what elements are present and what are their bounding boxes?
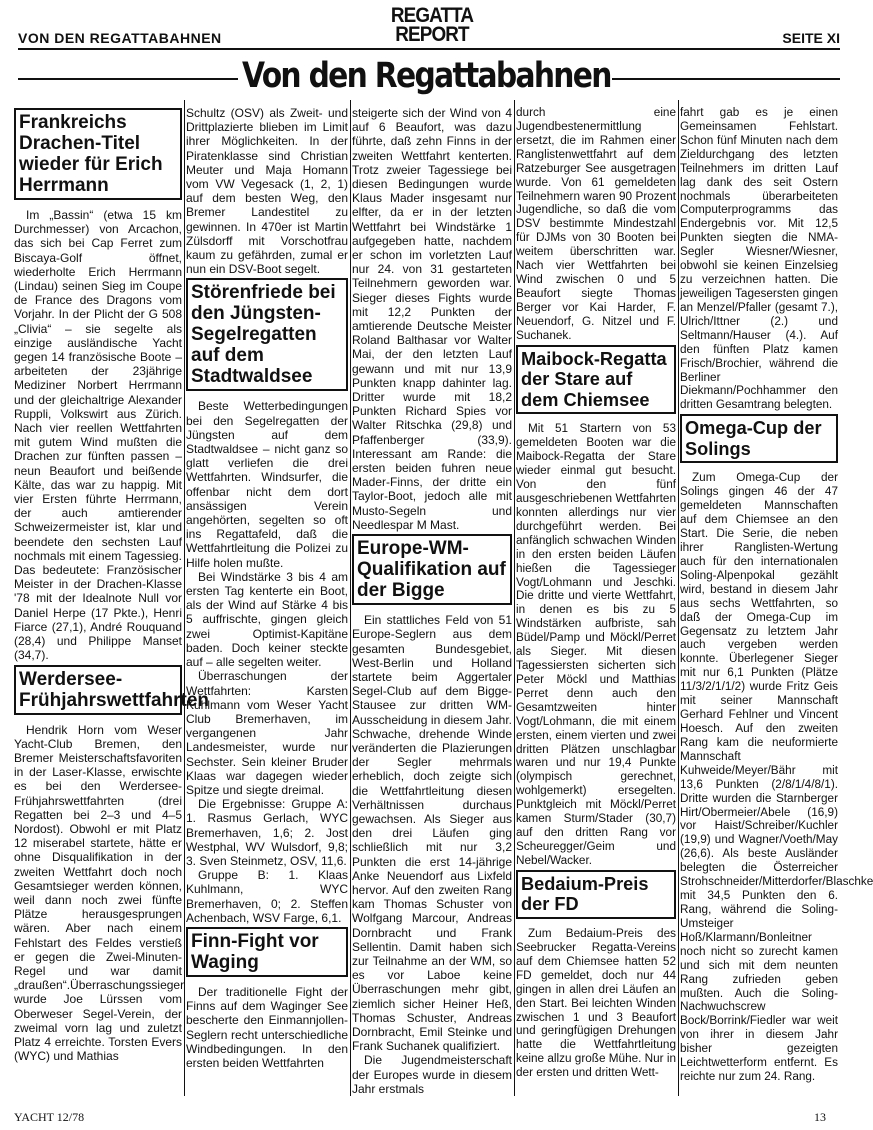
column-2: [186, 106, 348, 1096]
column-divider: [350, 100, 351, 1096]
article-paragraph: Schultz (OSV) als Zweit- und Drittplazierte blieben im Limit ihrer Möglichkeiten. In der Piratenklasse sind Christian Meuter und Maja Homann vom VW Vegesack (1, 2, 1) auf dem besten Weg, den Bremer Landestitel zu gewinnen. In 470er ist Martin Zülsdorff mit Vorschotfrau kaum zu gefährden, zumal er nun ein DSV-Boot segelt.: [186, 106, 348, 277]
column-divider: [678, 100, 679, 1096]
page-title: Von den Regattabahnen: [242, 56, 611, 96]
article-heading: Finn-Fight vor Waging: [191, 930, 319, 973]
column-divider: [514, 100, 515, 1096]
regatta-report-logo: [385, 6, 479, 44]
article-heading-box: [516, 870, 676, 919]
article-paragraph: Zum Omega-Cup der Solings gingen 46 der 47 gemeldeten Mannschaften auf dem Chiemsee an den Start. Die Serie, die neben ihrer Ranglisten-Wertung auch für den internationalen Soling-Alpenpokal gezählt wird, bestand in diesem Jahr aus sechs Wettfahrten, so daß der Omega-Cup im Gegensatz zu letztem Jahr auch vergeben werden konnte. Überlegener Sieger mit nur 6,1 Punkten (Plätze 11/3/2/1/1/2) wurde Fritz Geis mit seiner Mannschaft Gerhard Fehlner und Vincent Hoesch. Auf den zweiten Rang kam die neuformierte Mannschaft Kuhweide/Meyer/Bähr mit 13,6 Punkten (2/8/1/4/8/1). Dritte wurden die Starnberger Hirt/Obermeier/Abele (16,9) vor Haist/Schreiber/Kuchler (19,9) und Wagner/Voeth/May (26,6). Als beste Ausländer belegten die Österreicher Strohschneider/Mitterdorfer/Blaschke mit 34,5 Punkten den 6. Rang, während die Soling-Umsteiger Hoß/Klarmann/Bonleitner noch nicht so zurecht kamen und sich mit dem neunten Rang zufrieden geben mußten. Auch die Soling-Nachwuchscrew Bock/Borrink/Fiedler war weit von ihrer in diesem Jahr bisher gezeigten Leichtwetterform entfernt. Es reichte nur zum 24. Rang.: [680, 471, 873, 1084]
article-heading: Frankreichs Drachen-Titel wieder für Erich Herrmann: [19, 112, 163, 196]
article-heading-box: [186, 927, 348, 977]
article-heading-box: [186, 278, 348, 391]
article-paragraph: Beste Wetterbedingungen bei den Segelregatten der Jüngsten auf dem Stadtwaldsee – nicht ganz so glatt verliefen die drei Wettfahrten. Windsurfer, die offenbar nicht dem dort ansässigen Verein angehörten, segelten so oft ins Regattafeld, daß die Wettfahrtleitung die Polizei zu Hilfe holen mußte.: [186, 399, 348, 570]
article-paragraph: Im „Bassin“ (etwa 15 km Durchmesser) von Arcachon, das sich bei Cap Ferret zum Biscaya-Golf öffnet, wiederholte Erich Herrmann (Lindau) seinen Sieg im Coupe de France des Dragons vom Vorjahr. In der Plicht der G 508 „Clivia“ – sie segelte als einzige ausländische Yacht gegen 14 französische Boote – arbeiteten der 23jährige Mediziner Norbert Herrmann und der gleichaltrige Alexander Ruppli, Volkswirt aus Zürich. Nach vier reellen Wettfahrten mit gutem Wind mußten die Drachen zur fünften passen – neun Beaufort und beißende Kälte, das war zu happig. Mit vier Ersten führte Herrmann, der auch amtierender Schweizermeister ist, klar und beendete den sechsten Lauf nochmals mit einem Tagessieg. Das bedeutete: Französischer Meister in der Drachen-Klasse '78 mit der Idealnote Null vor Daniel Herpe (17 Pkte.), Henri Fiarce (27,1), André Rouquand (28,4) und Philippe Manset (34,7).: [14, 208, 182, 663]
header-rule: [18, 48, 840, 50]
article-paragraph: fahrt gab es je einen Gemeinsamen Fehlstart. Schon fünf Minuten nach dem Zieldurchgang des letzten Teilnehmers im dritten Lauf lag dank des seit Ostern nochmals überarbeiteten Computerprogramms das Endergebnis vor. Mit 12,5 Punkten siegten die NMA-Segler Wiesner/Wiesner, obwohl sie keinen Einzelsieg zu verzeichnen hatten. Die jeweiligen Tagesersten gingen an Menzel/Pfaller (gesamt 7.), Ulrich/Ittner (2.) und Seltmann/Hauser (4.). Auf den fünften Platz kamen Frisch/Brochier, während die Berliner Diekmann/Pochhammer den dritten Gesamtrang belegten.: [680, 106, 838, 412]
section-header: VON DEN REGATTABAHNEN: [18, 30, 222, 46]
article-heading: Omega-Cup der Solings: [685, 418, 822, 459]
article-paragraph: Die Ergebnisse: Gruppe A: 1. Rasmus Gerlach, WYC Bremerhaven, 1,6; 2. Jost Westphal, WV Wulsdorf, 9,8; 3. Sven Steinmetz, OSV, 11,6.: [186, 797, 348, 868]
column-divider: [184, 100, 185, 1096]
article-heading: Werdersee-Frühjahrswettfahrten: [19, 668, 210, 711]
article-heading-box: [516, 345, 676, 415]
publication-footer: YACHT 12/78: [14, 1110, 85, 1124]
column-5: [680, 106, 873, 1096]
article-paragraph: Zum Bedaium-Preis des Seebrucker Regatta-Vereins auf dem Chiemsee hatten 52 FD gemeldet, doch nur 44 gingen in allen drei Läufen an den Start. Bei leichten Winden zwischen 1 und 3 Beaufort und geringfügigen Drehungen hatte die Wettfahrtleitung keine allzu große Mühe. Nur in der ersten und dritten Wett-: [516, 926, 677, 1080]
article-paragraph: Gruppe B: 1. Klaas Kuhlmann, WYC Bremerhaven, 0; 2. Steffen Achenbach, WSV Farge, 6,1.: [186, 868, 348, 925]
article-paragraph: Überraschungen der Wettfahrten: Karsten Kuhlmann vom Weser Yacht Club Bremerhaven, im vergangenen Jahr Landesmeister, wurde nur Sechster. Sein kleiner Bruder Klaas war dagegen wieder Spitze und siegte dreimal.: [186, 669, 348, 797]
page-number: 13: [814, 1110, 826, 1124]
page-label: SEITE XI: [782, 30, 840, 46]
column-1: [14, 106, 210, 1096]
article-heading: Maibock-Regatta der Stare auf dem Chiemsee: [521, 348, 667, 410]
column-3: [352, 106, 512, 1096]
article-paragraph: Der traditionelle Fight der Finns auf dem Waginger See bescherte den Einmannjollen-Seglern recht unterschiedliche Windbedingungen. In den ersten beiden Wettfahrten: [186, 984, 348, 1070]
article-paragraph: durch eine Jugendbestenermittlung ersetzt, die im Rahmen einer Ranglistenwettfahrt auf dem Ratzeburger See ausgetragen wurde. Von 61 gemeldeten Teilnehmern waren 90 Prozent Jugendliche, so daß die vom DSV bestimmte Mindestzahl für DJMs von 30 Booten bei weitem überschritten war. Nach vier Wettfahrten bei Wind zwischen 0 und 5 Beaufort siegte Thomas Berger vor Kai Harder, F. Neuendorf, G. Nitzel und F. Suchanek.: [516, 106, 676, 342]
article-heading: Störenfriede bei den Jüngsten-Segelregatten auf dem Stadtwaldsee: [191, 282, 336, 388]
title-rule-right: [612, 78, 840, 80]
article-paragraph: Bei Windstärke 3 bis 4 am ersten Tag kenterte ein Boot, als der Wind auf Stärke 4 bis 5 auffrischte, gingen gleich zwei Optimist-Kapitäne baden. Doch keiner steckte auf – alle segelten weiter.: [186, 569, 348, 670]
article-paragraph: Ein stattliches Feld von 51 Europe-Seglern aus dem gesamten Bundesgebiet, West-Berlin und Holland startete beim Aggertaler Segel-Club auf dem Bigge-Stausee zur dritten WM-Ausscheidung in diesem Jahr. Schwache, drehende Winde veränderten die Plazierungen der Segler mehrmals erheblich, doch zeigte sich die Wettfahrtleitung diesen Verhältnissen durchaus gewachsen. Als Sieger aus den drei Läufen ging schließlich mit nur 3,2 Punkten die erst 14-jährige Anke Neuendorf aus Lixfeld hervor. Auf den zweiten Rang kam Thomas Schuster von Wolfgang Marcour, Andreas Dornbracht und Frank Sellentin. Damit haben sich zur Teilnahme an der WM, so es vor Laboe keine Überraschungen mehr gibt, ziemlich sicher Heiner Heß, Thomas Schuster, Andreas Dornbracht, Emil Steinke und Frank Suchanek qualifiziert.: [352, 613, 512, 1054]
article-paragraph: steigerte sich der Wind von 4 auf 6 Beaufort, was dazu führte, daß zehn Finns in der zweiten Wettfahrt kenterten. Trotz zweier Tagessiege bei diesen Bedingungen wurde Klaus Mader insgesamt nur elfter, da er in der letzten Wettfahrt bei Windstärke 1 aufgegeben hatte, nachdem er schon im vorletzten Lauf nur 24. von 31 gestarteten Teilnehmern geworden war. Sieger dieses Fights wurde mit 12,2 Punkten der amtierende Deutsche Meister Roland Balthasar vor Walter Mai, der den letzten Lauf gewann und mit nur 13,9 Punkten knapp dahinter lag. Dritter wurde mit 18,2 Punkten Richard Spies vor Walter Ritschka (29,8) und Pfaffenberger (33,9). Interessant am Rande: die ersten beiden fuhren neue Mader-Finns, der dritte ein Taylor-Boot, jedoch alle mit Musto-Segeln und Needlespar M Mast.: [352, 106, 512, 532]
article-heading: Bedaium-Preis der FD: [521, 873, 649, 915]
article-heading-box: [14, 665, 210, 715]
article-heading-box: [680, 414, 838, 463]
title-rule-left: [18, 78, 238, 80]
article-paragraph: Die Jugendmeisterschaft der Europes wurde in diesem Jahr erstmals: [352, 1053, 512, 1096]
article-heading-box: [14, 108, 182, 200]
article-heading-box: [352, 534, 512, 605]
logo-line-2: REPORT: [395, 23, 469, 46]
article-heading: Europe-WM-Qualifikation auf der Bigge: [357, 538, 506, 602]
article-paragraph: Hendrik Horn vom Weser Yacht-Club Bremen, den Bremer Meisterschaftsfavoriten in der Laser-Klasse, erwischte es bei den Werdersee-Frühjahrswettfahrten (drei Regatten bei 2–3 und 4–5 Nordost). Obwohl er mit Platz 12 miserabel startete, hätte er ohne Disqualifikation in der zweiten Wettfahrt doch noch Gesamtsieger werden können, weil dann noch zwei fünfte Plätze herausgesprungen wären. Aber nach einem Fehlstart des Feldes verstieß er gegen die Zwei-Minuten-Regel und war damit „draußen“.Überraschungssieger wurde Joe Lürssen vom Oberweser Segel-Verein, der zweimal vorn lag und zuletzt Platz 4 erreichte. Torsten Evers (WYC) und Mathias: [14, 722, 185, 1064]
logo-line-1: REGATTA: [390, 4, 474, 27]
article-paragraph: Mit 51 Startern von 53 gemeldeten Booten war die Maibock-Regatta der Stare wieder einmal gut besucht. Von den fünf ausgeschriebenen Wettfahrten konnten allerdings nur vier durchgeführt werden. Bei anfänglich schwachen Winden in den ersten beiden Läufen hießen die Tagessieger Vogt/Lohmann und Jeschki. Die dritte und vierte Wettfahrt, in denen es bis zu 5 Windstärken aufbriste, sah Büdel/Pamp und Möckl/Perret als Sieger. Mit diesen Tagessiersten sicherten sich Peter Möckl und Matthias Perret denn auch den Gesamtzweiten hinter Vogt/Lohmann, die mit einem ersten, einem vierten und zwei dritten Plätzen unschlagbar waren und nur 19,4 Punkte (olympisch gerechnet, wohlgemerkt) ersegelten. Punktgleich mit Möckl/Perret kamen Sturm/Stader (30,7) auf den dritten Rang vor Scheuregger/Geim und Nebel/Wacker.: [516, 422, 676, 867]
column-4: [516, 106, 676, 1096]
